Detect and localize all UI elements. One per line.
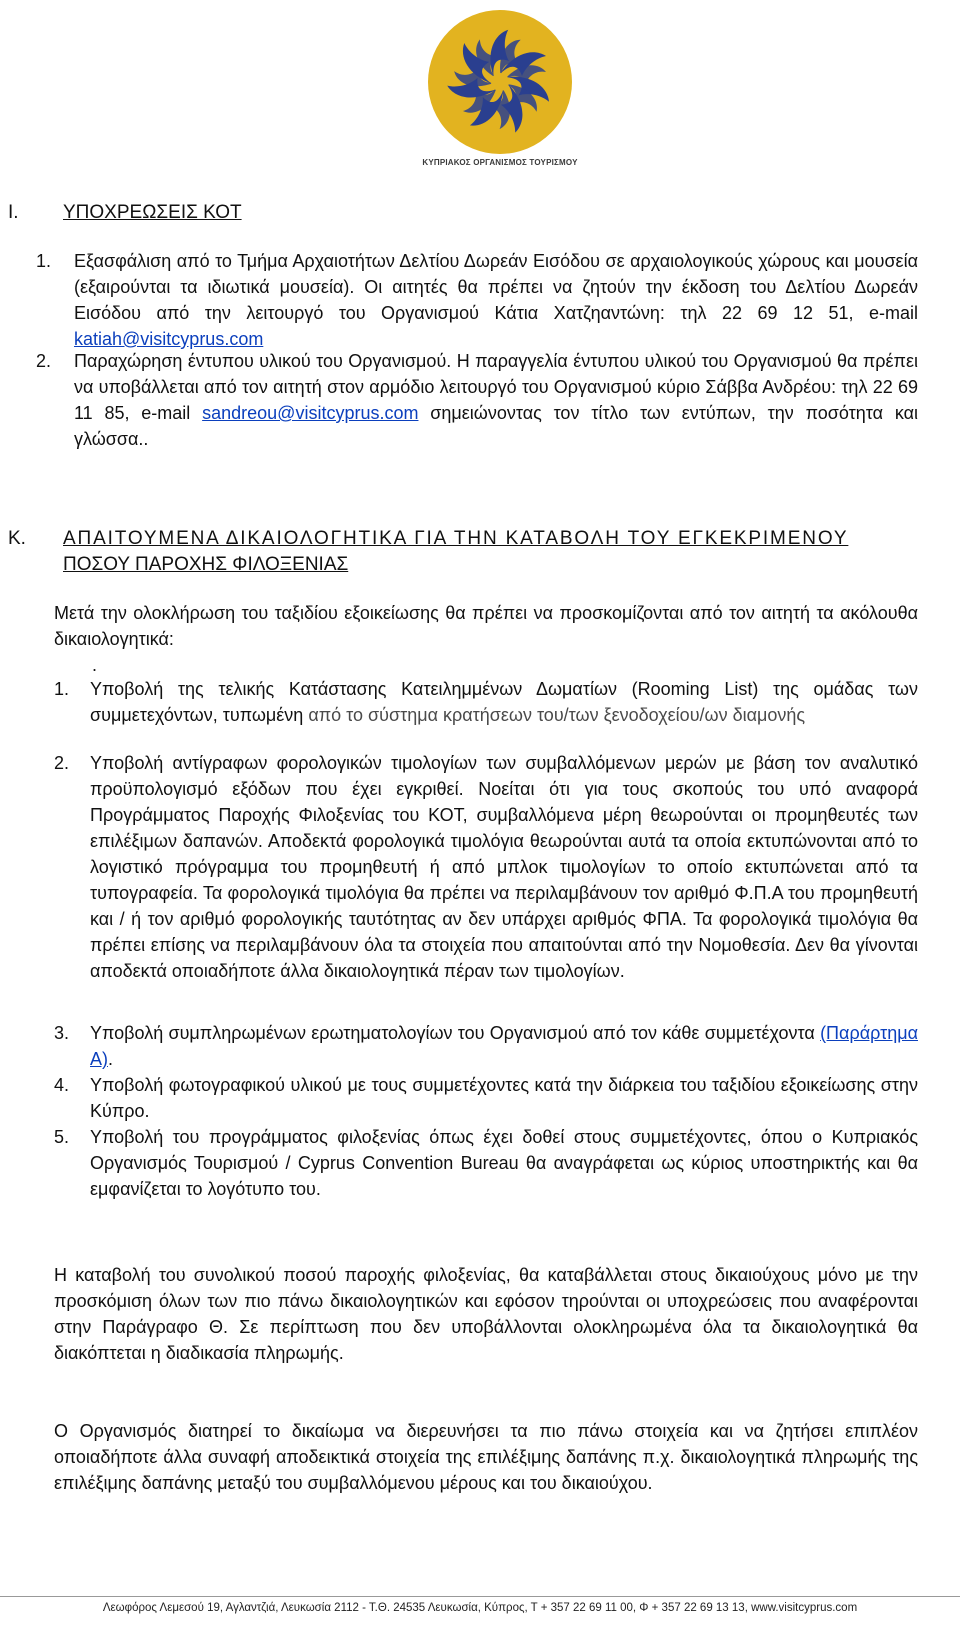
section-title-line1: ΑΠΑΙΤΟΥΜΕΝΑ ΔΙΚΑΙΟΛΟΓΗΤΙΚΑ ΓΙΑ ΤΗΝ ΚΑΤΑΒΟΛΗ ΤΟΥ ΕΓΚΕΚΡΙΜΕΝΟΥ <box>63 528 849 549</box>
list-item-text <box>90 1020 918 1072</box>
list-number: 3. <box>54 1023 70 1043</box>
payment-paragraph: Η καταβολή του συνολικού ποσού παροχής φιλοξενίας, θα καταβάλλεται στους δικαιούχους μόνο με την προσκόμιση όλων των πιο πάνω δικαιολογητικών και εφόσον τηρούνται οι υποχρεώσεις που αναφέρονται στην Παράγραφο Θ. Σε περίπτωση που δεν υποβάλλονται ολοκληρωμένα όλα τα δικαιολογητικά θα διακόπτεται η διαδικασία πληρωμής. <box>54 1265 918 1363</box>
sun-swirl-emblem-icon <box>400 2 600 162</box>
list-item-text: Υποβολή του προγράμματος φιλοξενίας όπως έχει δοθεί στους συμμετέχοντες, όπου ο Κυπριακός Οργανισμός Τουρισμού / Cyprus Convention Bureau θα αναγράφεται ως κύριος υποστηρικτής και θα εμφανίζεται το λογότυπο του. <box>90 1127 918 1199</box>
list-item-text: Υποβολή φωτογραφικού υλικού με τους συμμετέχοντες κατά την διάρκεια του ταξιδίου εξοικείωσης στην Κύπρο. <box>90 1075 918 1121</box>
email-link[interactable]: katiah@visitcyprus.com <box>74 329 264 349</box>
list-number: 5. <box>54 1127 70 1147</box>
item-text: Εξασφάλιση από το Τμήμα Αρχαιοτήτων Δελτίου Δωρεάν Εισόδου σε αρχαιολογικούς χώρους και μουσεία (εξαιρούνται τα ιδιωτικά μουσεία). Οι αιτητές θα πρέπει να ζητούν την έκδοση του Δελτίου Δωρεάν Εισόδου από την λειτουργό του Οργανισμού Κάτια Χατζηαντώνη: τηλ 22 69 12 51, e-mail <box>74 251 918 323</box>
section-number: I. <box>8 202 19 223</box>
cto-logo <box>400 2 600 170</box>
logo-text: ΚΥΠΡΙΑΚΟΣ ΟΡΓΑΝΙΣΜΟΣ ΤΟΥΡΙΣΜΟΥ <box>422 158 578 167</box>
section-title: ΥΠΟΧΡΕΩΣΕΙΣ ΚΟΤ <box>63 202 242 223</box>
list-item-text: Υποβολή αντίγραφων φορολογικών τιμολογίων των συμβαλλόμενων μερών με βάση τον αναλυτικό προϋπολογισμό εξόδων που έχει εγκριθεί. Νοείται ότι για τους σκοπούς του υπό αναφορά Προγράμματος Παροχής Φιλοξενίας του ΚΟΤ, συμβαλλόμενα μέρη θεωρούνται οι προμηθευτές των επιλέξιμων δαπανών. Αποδεκτά φορολογικά τιμολόγια θεωρούνται αυτά τα οποία εκτυπώνονται από το λογιστικό πρόγραμμα του προμηθευτή ή από μπλοκ τιμολογίων το οποίο εκτυπώνεται από τα τυπογραφεία. Τα φορολογικά τιμολόγια θα πρέπει να περιλαμβάνουν τον αριθμό Φ.Π.Α του προμηθευτή και / ή τον αριθμό φορολογικής ταυτότητας αν δεν υπάρχει αριθμός ΦΠΑ. Τα φορολογικά τιμολόγια θα πρέπει επίσης να περιλαμβάνουν όλα τα στοιχεία που απαιτούνται από την Νομοθεσία. Δεν θα γίνονται αποδεκτά οποιαδήποτε άλλα δικαιολογητικά πέραν των τιμολογίων. <box>90 753 918 981</box>
section-k-heading <box>8 526 918 578</box>
item-text: Παραχώρηση έντυπου υλικού του Οργανισμού. Η παραγγελία έντυπου υλικού του Οργανισμού θα πρέπει να υποβάλλεται από τον αιτητή στον αρμόδιο λειτουργό του Οργανισμού κύριο Σάββα Ανδρέου: τηλ 22 69 11 85, e-mail <box>74 351 918 423</box>
footer-address: Λεωφόρος Λεμεσού 19, Αγλαντζιά, Λευκωσία 2112 - Τ.Θ. 24535 Λευκωσία, Κύπρος, Τ + 357 22 69 11 00, Φ + 357 22 69 13 13, www.visitcyprus.com <box>102 1602 858 1614</box>
dot-marker: . <box>92 655 98 675</box>
list-number: 2. <box>36 351 52 371</box>
footer-divider <box>0 1596 960 1597</box>
annex-a-link[interactable]: (Παράρτημα Α) <box>90 1023 918 1069</box>
item-text-after: . <box>108 1049 114 1069</box>
section-k-intro: Μετά την ολοκλήρωση του ταξιδίου εξοικείωσης θα πρέπει να προσκομίζονται από τον αιτητή τα ακόλουθα δικαιολογητικά: <box>54 603 918 649</box>
item-text: Υποβολή της τελικής Κατάστασης Κατειλημμένων Δωματίων (Rooming List) της ομάδας των συμμετεχόντων, τυπωμένη <box>90 679 918 725</box>
item-text-grey: από το σύστημα κρατήσεων του/των ξενοδοχείου/ων διαμονής <box>308 705 806 725</box>
list-item-text <box>74 248 918 352</box>
section-number: Κ. <box>8 528 26 549</box>
list-item-text <box>90 676 918 728</box>
section-title-line2: ΠΟΣΟΥ ΠΑΡΟΧΗΣ ΦΙΛΟΞΕΝΙΑΣ <box>63 554 349 575</box>
list-number: 1. <box>54 679 70 699</box>
item-text-after: σημειώνοντας τον τίτλο των εντύπων, την ποσότητα και γλώσσα.. <box>74 403 919 449</box>
rights-paragraph: Ο Οργανισμός διατηρεί το δικαίωμα να διερευνήσει τα πιο πάνω στοιχεία και να ζητήσει επιπλέον οποιαδήποτε άλλα συναφή αποδεικτικά στοιχεία της επιλέξιμης δαπάνης π.χ. δικαιολογητικά πληρωμής της επιλέξιμης δαπάνης μεταξύ του συμβαλλόμενου μέρους και του δικαιούχου. <box>54 1421 918 1493</box>
list-number: 4. <box>54 1075 70 1095</box>
list-number: 1. <box>36 251 52 271</box>
item-text: Υποβολή συμπληρωμένων ερωτηματολογίων του Οργανισμού από τον κάθε συμμετέχοντα <box>90 1023 821 1043</box>
list-number: 2. <box>54 753 70 773</box>
list-item-text <box>74 348 918 452</box>
section-i-heading <box>8 200 918 226</box>
email-link[interactable]: sandreou@visitcyprus.com <box>202 403 419 423</box>
